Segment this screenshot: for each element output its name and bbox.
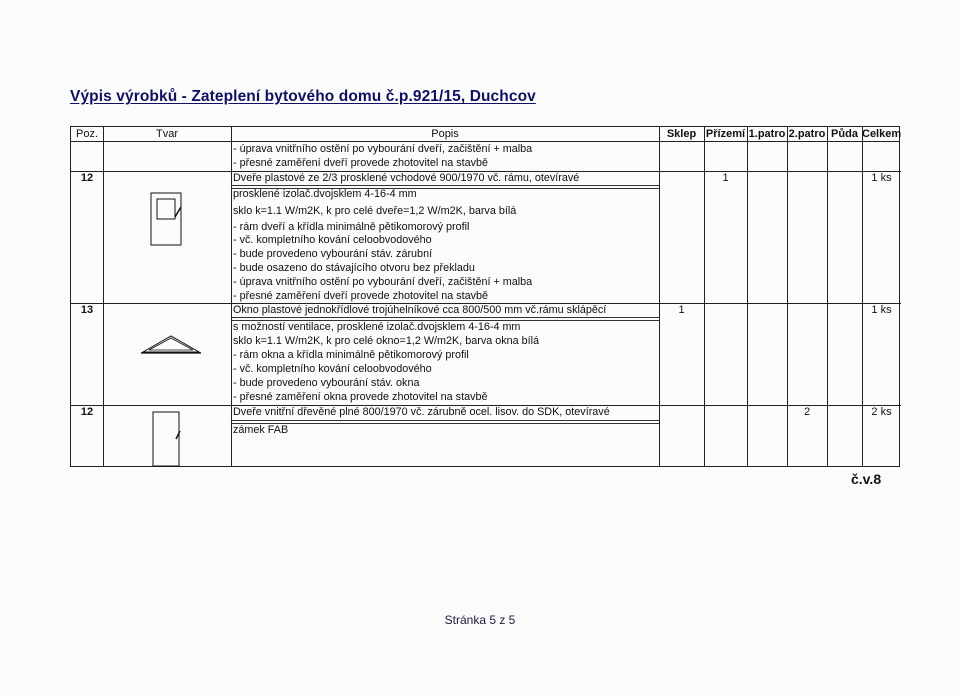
description-line: - vč. kompletního kování celoobvodového	[233, 234, 432, 246]
column-divider	[659, 127, 660, 466]
header-pos: Poz.	[75, 128, 98, 140]
header-attic: Půda	[831, 128, 858, 140]
description-line: - úprava vnitřního ostění po vybourání dveří, začištění + malba	[233, 276, 533, 288]
description-line: - rám okna a křídla minimálně pětikomorový profil	[233, 349, 469, 361]
description-line: - rám dveří a křídla minimálně pětikomorový profil	[233, 221, 470, 233]
item-position: 13	[80, 304, 94, 316]
products-table	[70, 126, 900, 467]
description-line: - úprava vnitřního ostění po vybourání dveří, začištění + malba	[233, 143, 533, 155]
item-total: 2 ks	[871, 406, 892, 418]
column-divider	[231, 127, 232, 466]
header-second-floor: 2.patro	[788, 128, 826, 140]
header-basement: Sklep	[666, 128, 697, 140]
item-position: 12	[80, 172, 94, 184]
item-qty-ground-floor: 1	[722, 172, 729, 184]
description-line: - přesné zaměření dveří provede zhotovitel na stavbě	[233, 290, 489, 302]
page-footer: Stránka 5 z 5	[444, 613, 516, 627]
description-line: - vč. kompletního kování celoobvodového	[233, 363, 432, 375]
header-first-floor: 1.patro	[748, 128, 786, 140]
item-qty-basement: 1	[678, 304, 685, 316]
header-total: Celkem	[862, 128, 902, 140]
item-title: Dveře plastové ze 2/3 prosklené vchodové 900/1970 vč. rámu, otevíravé	[233, 172, 580, 184]
description-line: prosklené izolač.dvojsklem 4-16-4 mm	[233, 188, 417, 200]
table-header	[71, 127, 902, 142]
column-divider	[747, 127, 748, 466]
item-total: 1 ks	[871, 172, 892, 184]
description-line: zámek FAB	[233, 424, 289, 436]
description-line: sklo k=1.1 W/m2K, k pro celé okno=1,2 W/m2K, barva okna bílá	[233, 335, 540, 347]
description-line: - přesné zaměření dveří provede zhotovitel na stavbě	[233, 157, 489, 169]
description-line: - bude provedeno vybourání stáv. zárubní	[233, 248, 433, 260]
description-line: - přesné zaměření okna provede zhotovitel na stavbě	[233, 391, 488, 403]
double-underline	[231, 420, 659, 424]
document-title: Výpis výrobků - Zateplení bytového domu č.p.921/15, Duchcov	[70, 88, 536, 105]
item-position: 12	[80, 406, 94, 418]
item-title: Okno plastové jednokřídlové trojúhelníkové cca 800/500 mm vč.rámu sklápěcí	[233, 304, 607, 316]
interior-door-drawing-icon	[149, 411, 185, 467]
sheet-mark: č.v.8	[851, 471, 882, 487]
description-line: - bude provedeno vybourání stáv. okna	[233, 377, 420, 389]
header-ground-floor: Přízemí	[705, 128, 746, 140]
description-line: - bude osazeno do stávajícího otvoru bez překladu	[233, 262, 475, 274]
header-description: Popis	[431, 128, 459, 140]
description-line: sklo k=1.1 W/m2K, k pro celé dveře=1,2 W/m2K, barva bílá	[233, 205, 517, 217]
item-total: 1 ks	[871, 304, 892, 316]
description-line: s možností ventilace, prosklené izolač.dvojsklem 4-16-4 mm	[233, 321, 521, 333]
header-shape: Tvar	[156, 128, 178, 140]
column-divider	[827, 127, 828, 466]
item-title: Dveře vnitřní dřevěné plné 800/1970 vč. zárubně ocel. lisov. do SDK, otevíravé	[233, 406, 610, 418]
door-drawing-icon	[149, 191, 189, 247]
column-divider	[103, 127, 104, 466]
triangle-window-drawing-icon	[139, 333, 205, 355]
item-qty-second-floor: 2	[803, 406, 811, 418]
